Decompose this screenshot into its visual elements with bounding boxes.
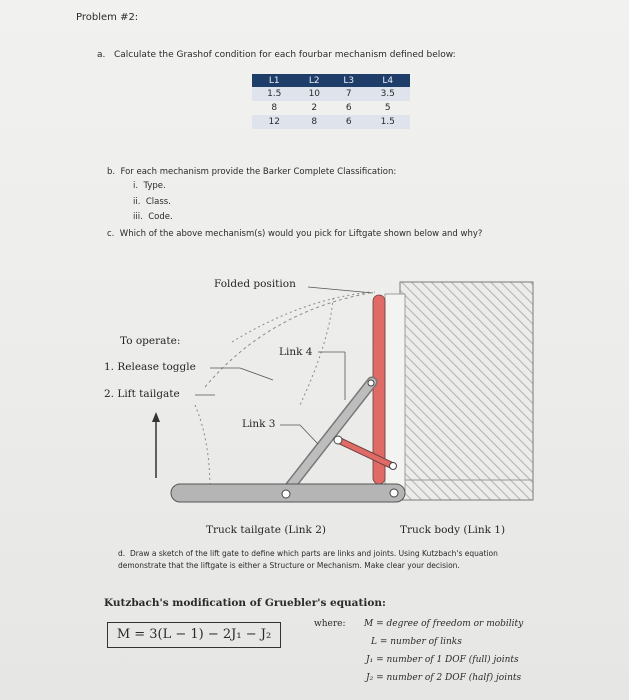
table-cell: 8 <box>297 115 333 129</box>
question-d-text: Draw a sketch of the lift gate to define which parts are links and joints. Using Kutzbach's equation demonstrate that the liftgate is either a Structure or Mechanism. Make clear your decision. <box>118 549 498 570</box>
table-cell: 5 <box>384 103 391 113</box>
definition-item: J₂ = number of 2 DOF (half) joints <box>366 673 522 683</box>
definition-item: J₁ = number of 1 DOF (full) joints <box>366 655 519 665</box>
to-operate-label: To operate: <box>120 335 181 347</box>
link-3-label: Link 3 <box>242 418 276 430</box>
table-cell: 3.5 <box>365 87 410 101</box>
table-cell: 12 <box>252 115 297 129</box>
motion-arc-low <box>195 405 210 490</box>
operate-step-1: 1. Release toggle <box>104 361 196 373</box>
joint <box>334 436 342 444</box>
joint <box>390 489 398 497</box>
table-cell: 8 <box>271 103 278 113</box>
operate-step-2: 2. Lift tailgate <box>104 388 180 400</box>
problem-title: Problem #2: <box>76 12 139 23</box>
truck-body <box>400 282 533 500</box>
question-d-label: d. <box>118 549 126 558</box>
joint <box>390 463 397 470</box>
column-header: L2 <box>297 74 333 87</box>
joint <box>368 380 374 386</box>
motion-arc-inner <box>232 292 370 342</box>
table-cell: 10 <box>297 87 333 101</box>
motion-arc-outer <box>205 292 375 387</box>
question-d <box>118 548 548 571</box>
joint <box>282 490 290 498</box>
column-header: L4 <box>365 74 410 87</box>
question-a-label: a. <box>97 50 106 60</box>
where-label: where: <box>314 619 346 629</box>
question-a-text: Calculate the Grashof condition for each fourbar mechanism defined below: <box>113 50 456 60</box>
leader-folded <box>308 287 373 293</box>
kutzbach-title: Kutzbach's modification of Gruebler's equation: <box>104 597 386 609</box>
question-b-label: b. <box>107 167 116 177</box>
item-text: Type. <box>143 181 166 191</box>
item-text: Code. <box>148 212 173 222</box>
column-header: L1 <box>252 74 297 87</box>
item-label: iii. <box>133 212 143 222</box>
tailgate-caption: Truck tailgate (Link 2) <box>206 524 326 536</box>
column-header: L3 <box>332 74 365 87</box>
question-b-text: For each mechanism provide the Barker Complete Classification: <box>120 167 397 177</box>
table-cell: 7 <box>332 87 365 101</box>
item-label: i. <box>133 181 139 191</box>
item-text: Class. <box>145 197 171 207</box>
definition-item: L = number of links <box>371 637 462 647</box>
table-cell: 6 <box>332 115 365 129</box>
definition-item: M = degree of freedom or mobility <box>364 619 524 629</box>
item-label: ii. <box>133 197 141 207</box>
link-4-label: Link 4 <box>279 346 313 358</box>
question-c-text: Which of the above mechanism(s) would you pick for Liftgate shown below and why? <box>119 229 483 239</box>
table-cell: 1.5 <box>365 115 410 129</box>
table-cell: 6 <box>345 103 352 113</box>
folded-position-label: Folded position <box>214 278 296 290</box>
question-c-label: c. <box>107 229 115 239</box>
truck-body-caption: Truck body (Link 1) <box>400 524 506 536</box>
table-cell: 2 <box>311 103 318 113</box>
kutzbach-equation: M = 3(L − 1) − 2J₁ − J₂ <box>107 622 281 648</box>
table-cell: 1.5 <box>252 87 297 101</box>
